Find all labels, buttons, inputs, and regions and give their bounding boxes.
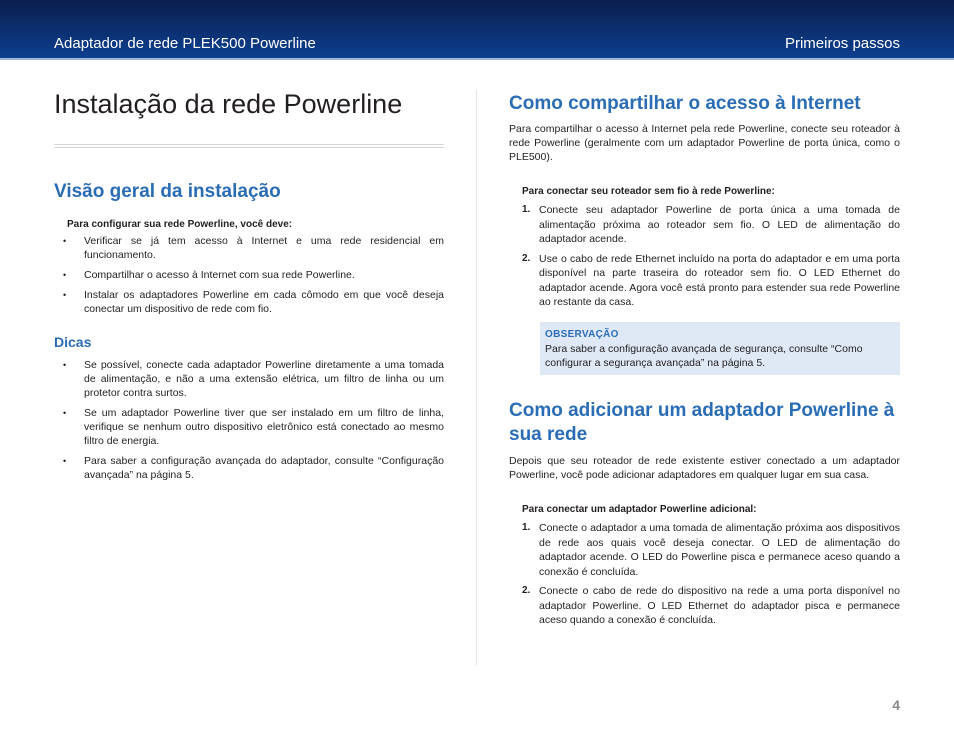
step-number: 2. bbox=[522, 585, 531, 597]
page-number: 4 bbox=[892, 697, 900, 713]
step-item bbox=[509, 521, 900, 579]
tips-heading: Dicas bbox=[54, 333, 92, 350]
page-title: Instalação da rede Powerline bbox=[54, 89, 403, 119]
note-text: Para saber a configuração avançada de segurança, consulte “Como configurar a segurança avançada” na página 5. bbox=[545, 342, 863, 369]
list-item: • Para saber a configuração avançada do adaptador, consulte “Configuração avançada” na página 5. bbox=[54, 454, 444, 482]
step-number: 1. bbox=[522, 522, 531, 534]
tips-list bbox=[54, 358, 444, 482]
note-label: OBSERVAÇÃO bbox=[545, 328, 619, 340]
step-item bbox=[509, 252, 900, 310]
step-text: Conecte o adaptador a uma tomada de alimentação próxima aos dispositivos de rede aos quais você deseja conectar. O LED de alimentação do adaptador acende. O LED do Powerline pisca e permanece aceso quando a conexão é concluída. bbox=[539, 522, 900, 578]
step-number: 2. bbox=[522, 252, 531, 264]
list-item: • Verificar se já tem acesso à Internet e uma rede residencial em funcionamento. bbox=[54, 234, 444, 262]
column-divider bbox=[476, 90, 477, 665]
share-lead: Para conectar seu roteador sem fio à rede Powerline: bbox=[522, 186, 775, 198]
share-steps bbox=[509, 203, 900, 310]
step-text: Conecte seu adaptador Powerline de porta única a uma tomada de alimentação próxima ao roteador sem fio. O LED de alimentação do adaptador acende. bbox=[539, 204, 900, 246]
add-intro: Depois que seu roteador de rede existente estiver conectado a um adaptador Powerline, você pode adicionar adaptadores em qualquer lugar em sua casa. bbox=[509, 455, 900, 482]
step-number: 1. bbox=[522, 204, 531, 216]
step-text: Conecte o cabo de rede do dispositivo na rede a uma porta disponível no adaptador Powerline. O LED Ethernet do adaptador pisca e permanece aceso quando a conexão é concluída. bbox=[539, 585, 900, 627]
overview-lead: Para configurar sua rede Powerline, você deve: bbox=[67, 218, 293, 230]
list-item: • Instalar os adaptadores Powerline em cada cômodo em que você deseja conectar um dispositivo de rede com fio. bbox=[54, 288, 444, 316]
share-intro: Para compartilhar o acesso à Internet pela rede Powerline, conecte seu roteador à rede Powerline (geralmente com um adaptador Powerline de porta única, como o PLE500). bbox=[509, 123, 900, 164]
right-column bbox=[509, 92, 900, 633]
add-steps bbox=[509, 521, 900, 628]
header-divider bbox=[0, 58, 954, 60]
list-item: • Se um adaptador Powerline tiver que ser instalado em um filtro de linha, verifique se nenhum outro dispositivo eletrônico está conectado ao mesmo filtro de energia. bbox=[54, 406, 444, 448]
step-text: Use o cabo de rede Ethernet incluído na porta do adaptador e em uma porta disponível na parte traseira do roteador sem fio. O LED Ethernet do adaptador acende. Agora você está pronto para estender sua rede Powerline ao restante da casa. bbox=[539, 252, 900, 309]
list-item: • Se possível, conecte cada adaptador Powerline diretamente a uma tomada de alimentação, e não a uma extensão elétrica, um filtro de linha ou um protetor contra surtos. bbox=[54, 358, 444, 400]
overview-heading: Visão geral da instalação bbox=[54, 181, 281, 203]
left-column bbox=[54, 88, 444, 488]
section-title: Primeiros passos bbox=[784, 35, 900, 52]
add-heading: Como adicionar um adaptador Powerline à sua rede bbox=[509, 399, 895, 446]
add-lead: Para conectar um adaptador Powerline adicional: bbox=[522, 504, 757, 516]
step-item bbox=[509, 584, 900, 628]
note-box bbox=[540, 322, 900, 375]
share-heading: Como compartilhar o acesso à Internet bbox=[509, 93, 861, 114]
page-header bbox=[0, 0, 954, 58]
overview-list bbox=[54, 234, 444, 316]
step-item bbox=[509, 203, 900, 247]
title-rule bbox=[54, 144, 444, 148]
list-item: • Compartilhar o acesso à Internet com sua rede Powerline. bbox=[54, 268, 444, 282]
document-title: Adaptador de rede PLEK500 Powerline bbox=[54, 35, 316, 52]
